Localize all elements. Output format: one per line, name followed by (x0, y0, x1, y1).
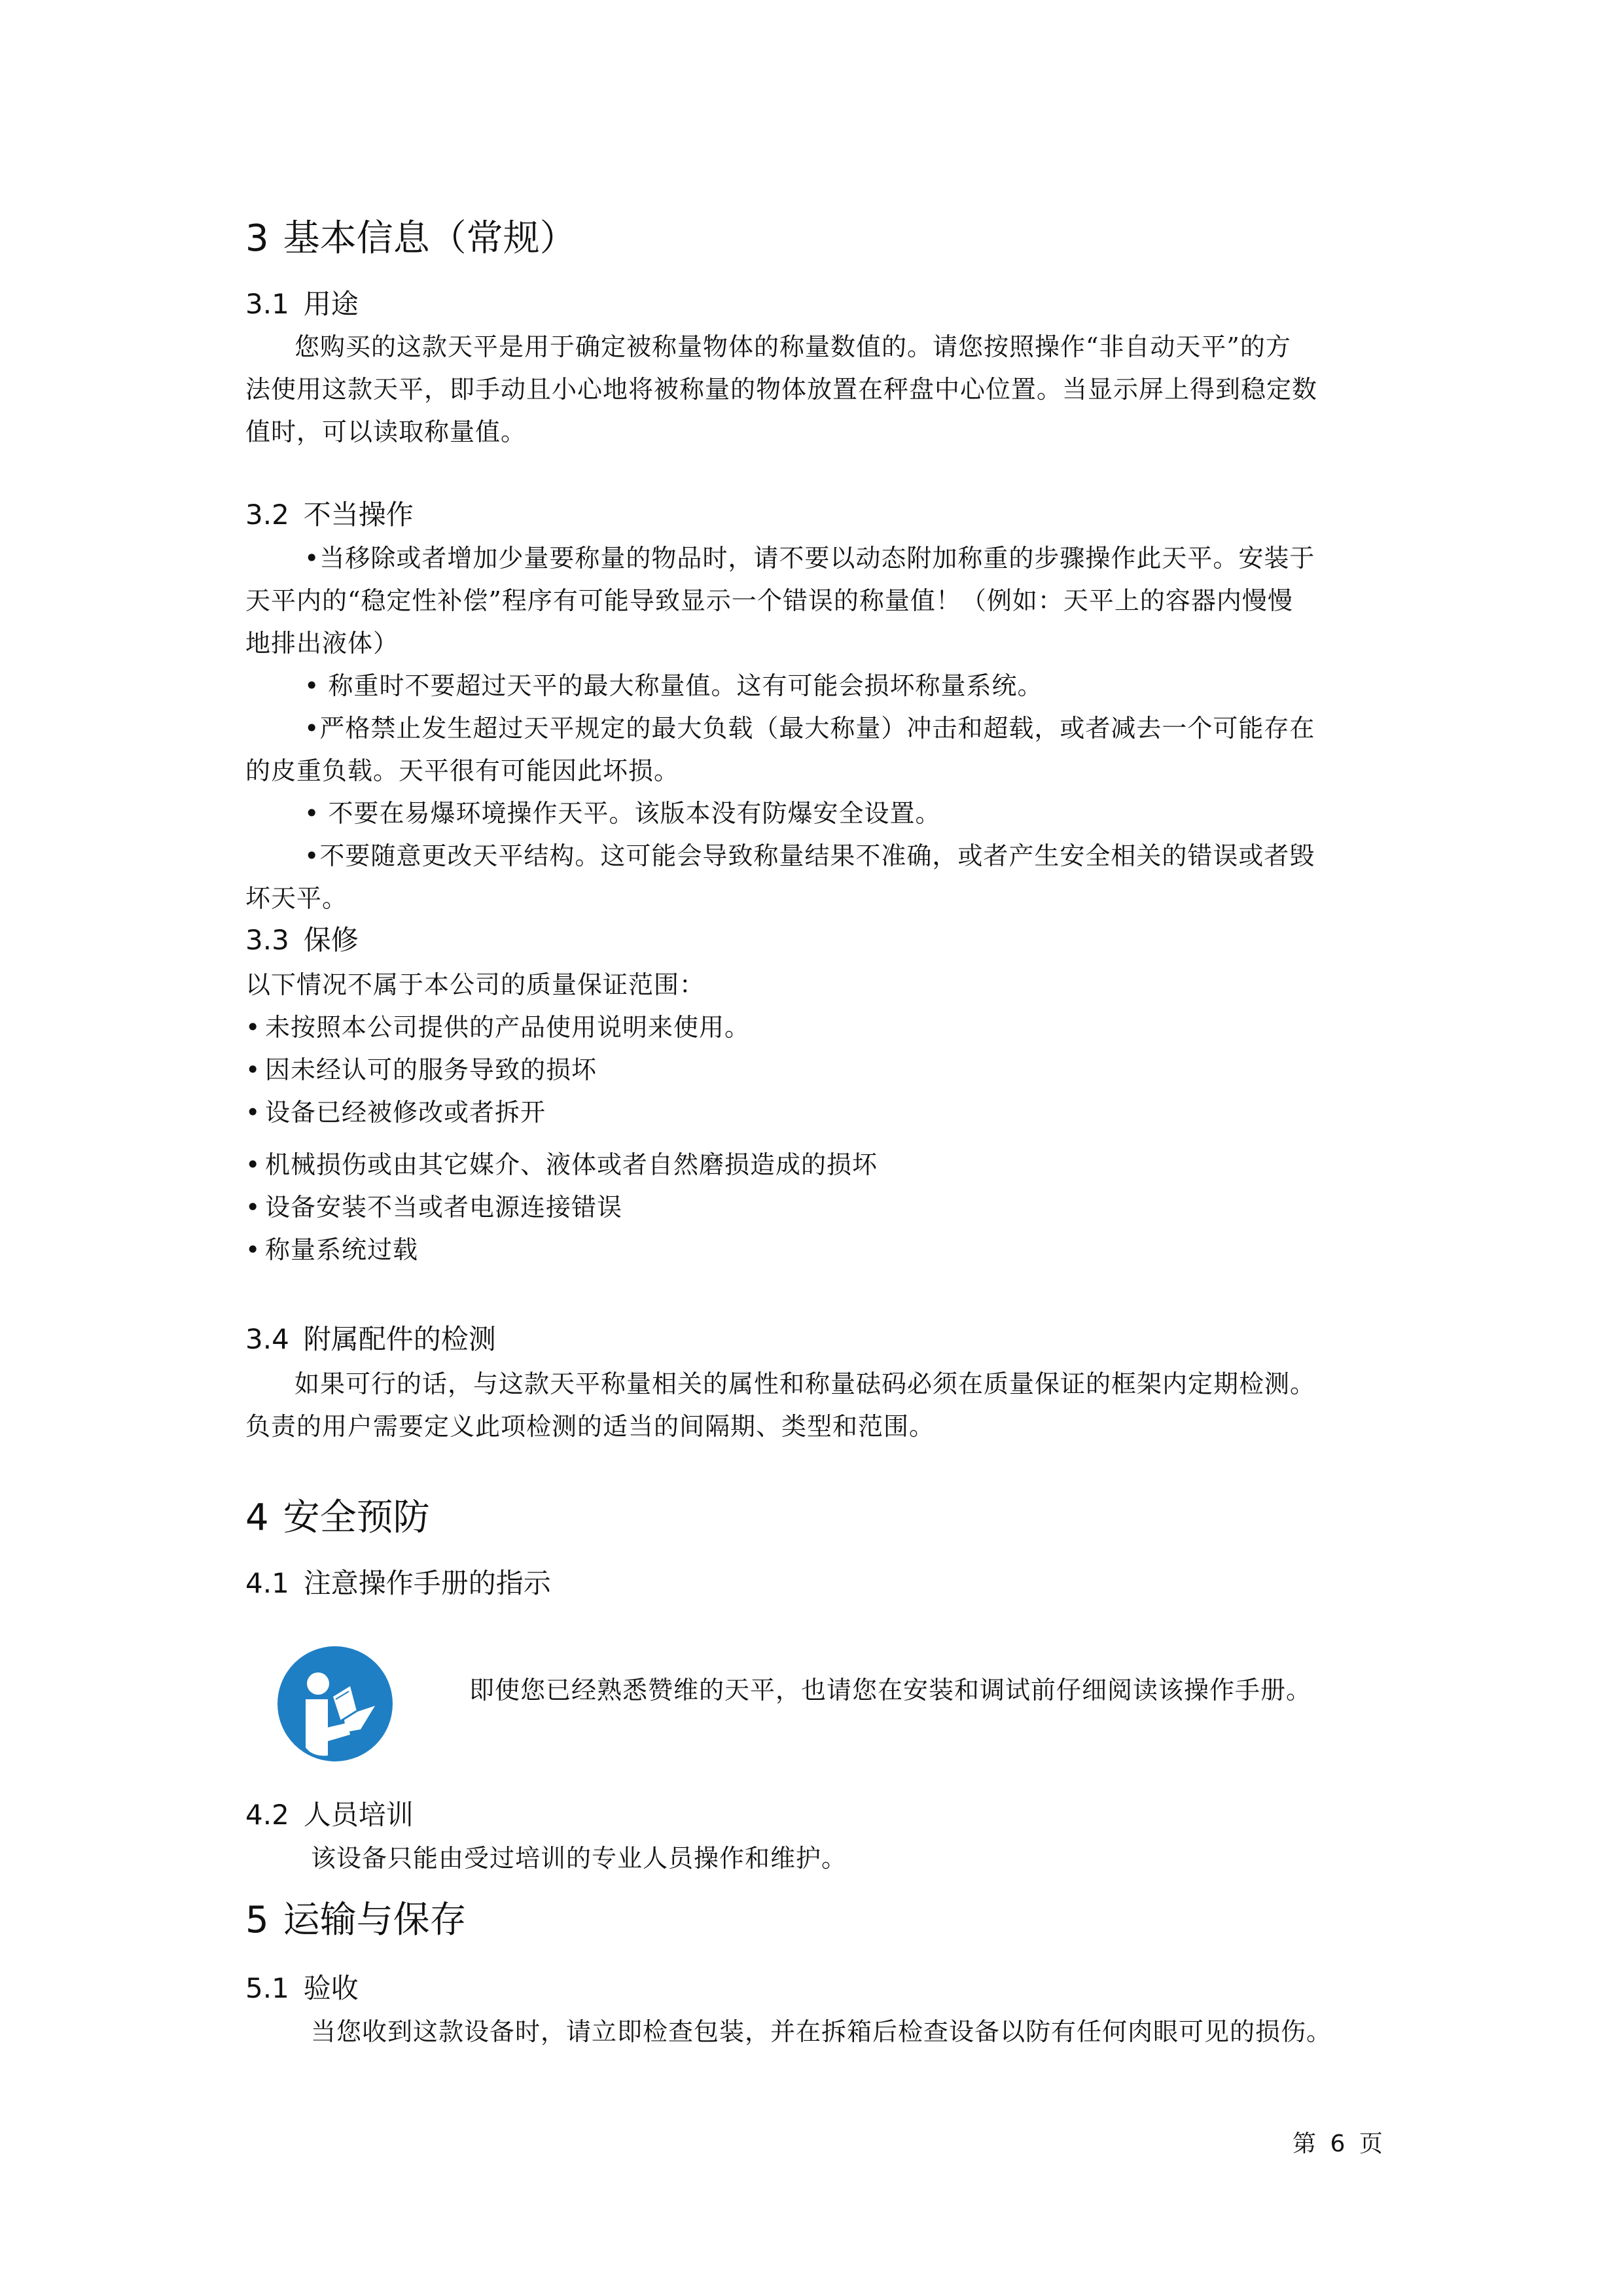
subsection-3-4-heading (245, 1322, 496, 1357)
section-number: 4 (245, 1496, 269, 1539)
subsection-title: 保修 (303, 924, 359, 956)
subsection-title: 用途 (303, 288, 359, 320)
warranty-list-item: • 设备安装不当或者电源连接错误 (245, 1191, 622, 1224)
paragraph-line: 负责的用户需要定义此项检测的适当的间隔期、类型和范围。 (245, 1412, 935, 1441)
paragraph-line: 您购买的这款天平是用于确定被称量物体的称量数值的。请您按照操作“非自动天平”的方 (294, 332, 1291, 361)
paragraph-line: 当您收到这款设备时，请立即检查包装，并在拆箱后检查设备以防有任何肉眼可见的损伤。 (311, 2017, 1332, 2046)
section-3-heading (245, 216, 577, 262)
section-5-heading (245, 1898, 467, 1943)
paragraph-line: 该设备只能由受过培训的专业人员操作和维护。 (311, 1844, 847, 1873)
paragraph-line: 地排出液体） (245, 629, 399, 658)
subsection-3-1-heading (245, 287, 359, 322)
paragraph-line: 的皮重负载。天平很有可能因此坏损。 (245, 756, 680, 785)
paragraph-line: 值时，可以读取称量值。 (245, 417, 527, 446)
section-title: 基本信息（常规） (283, 217, 577, 260)
subsection-number: 5.1 (245, 1972, 289, 2004)
subsection-title: 验收 (303, 1972, 359, 2004)
warranty-list-item: • 设备已经被修改或者拆开 (245, 1096, 546, 1129)
subsection-number: 4.1 (245, 1567, 289, 1599)
section-title: 安全预防 (283, 1496, 430, 1539)
warranty-list-item: • 因未经认可的服务导致的损坏 (245, 1053, 597, 1086)
warranty-list-item: • 机械损伤或由其它媒介、液体或者自然磨损造成的损坏 (245, 1148, 878, 1181)
bullet-line: •当移除或者增加少量要称量的物品时，请不要以动态附加称重的步骤操作此天平。安装于 (304, 544, 1315, 573)
bullet-icon: • (245, 1150, 261, 1179)
subsection-number: 3.2 (245, 499, 289, 531)
subsection-4-1-heading (245, 1566, 551, 1601)
warranty-list-item: • 称量系统过载 (245, 1233, 418, 1266)
read-manual-icon (277, 1646, 393, 1762)
section-title: 运输与保存 (283, 1899, 467, 1941)
subsection-3-2-heading (245, 497, 414, 533)
bullet-line: • 不要在易爆环境操作天平。该版本没有防爆安全设置。 (304, 799, 941, 828)
section-4-heading (245, 1495, 430, 1541)
page-number: 第 6 页 (1293, 2130, 1383, 2157)
bullet-line: •严格禁止发生超过天平规定的最大负载（最大称量）冲击和超载，或者减去一个可能存在 (304, 714, 1315, 743)
subsection-title: 注意操作手册的指示 (303, 1567, 551, 1599)
bullet-icon: • (245, 1235, 261, 1264)
bullet-line: • 称重时不要超过天平的最大称量值。这有可能会损坏称量系统。 (304, 671, 1043, 700)
subsection-number: 3.1 (245, 288, 289, 320)
paragraph-line: 如果可行的话，与这款天平称量相关的属性和称量砝码必须在质量保证的框架内定期检测。 (294, 1369, 1316, 1398)
bullet-line: •不要随意更改天平结构。这可能会导致称量结果不准确，或者产生安全相关的错误或者毁 (304, 841, 1315, 870)
bullet-icon: • (245, 1098, 261, 1127)
section-number: 3 (245, 217, 269, 260)
bullet-icon: • (245, 1055, 261, 1084)
subsection-number: 3.3 (245, 924, 289, 956)
section-number: 5 (245, 1899, 269, 1941)
subsection-number: 4.2 (245, 1799, 289, 1831)
subsection-5-1-heading (245, 1971, 359, 2006)
paragraph-line: 天平内的“稳定性补偿”程序有可能导致显示一个错误的称量值！（例如：天平上的容器内慢慢 (245, 586, 1293, 615)
subsection-title: 人员培训 (303, 1799, 414, 1831)
subsection-number: 3.4 (245, 1323, 289, 1355)
subsection-3-3-heading (245, 923, 359, 958)
paragraph-line: 法使用这款天平，即手动且小心地将被称量的物体放置在秤盘中心位置。当显示屏上得到稳定数 (245, 375, 1318, 404)
bullet-icon: • (245, 1013, 261, 1042)
subsection-title: 附属配件的检测 (303, 1323, 496, 1355)
paragraph-line: 以下情况不属于本公司的质量保证范围： (245, 970, 705, 999)
warranty-list-item: • 未按照本公司提供的产品使用说明来使用。 (245, 1011, 750, 1044)
subsection-title: 不当操作 (303, 499, 414, 531)
paragraph-line: 坏天平。 (245, 884, 348, 913)
paragraph-line: 即使您已经熟悉赞维的天平，也请您在安装和调试前仔细阅读该操作手册。 (469, 1676, 1312, 1704)
subsection-4-2-heading (245, 1797, 414, 1833)
bullet-icon: • (245, 1193, 261, 1222)
